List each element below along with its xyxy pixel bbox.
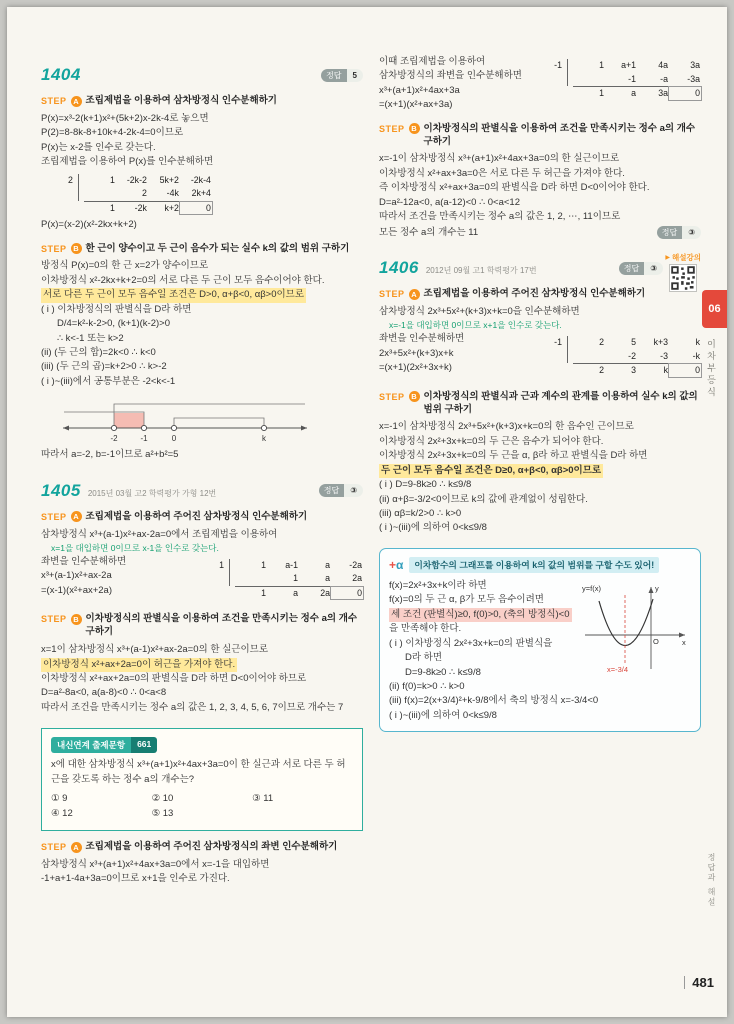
- answer-label: 정답: [321, 69, 346, 82]
- text-line: 이차방정식 x²-2kx+k+2=0의 서로 다른 두 근이 모두 음수이어야 한다.: [41, 274, 325, 286]
- problem-header-1406: [379, 253, 701, 278]
- problem-number: 1404: [41, 65, 81, 84]
- lecture-text: 해설강의: [672, 253, 701, 262]
- chapter-tab: 06: [702, 290, 727, 328]
- division-cell: 2a: [352, 573, 362, 584]
- text-line: 좌변을 인수분해하면: [41, 555, 127, 567]
- division-cell: -2k-4: [190, 174, 211, 185]
- division-cell: k+3: [653, 337, 668, 348]
- division-cell: 2: [142, 188, 147, 199]
- text-line: -1+a+1-4a+3a=0이므로 x+1을 인수로 가진다.: [41, 873, 230, 885]
- answer-value: ③: [682, 226, 701, 239]
- text-line: (iii) (두 근의 곱)=k+2>0 ∴ k>-2: [41, 361, 167, 373]
- factorization-row: [379, 55, 701, 113]
- text-line: ( i )~(iii)에 의하여 0<k≤9/8: [379, 522, 487, 534]
- division-cell: -1: [628, 73, 636, 84]
- division-grid: [573, 59, 701, 100]
- page-number: 481: [684, 976, 714, 989]
- text-line: x=-1이 삼차방정식 2x³+5x²+(k+3)x+k=0의 한 음수인 근이므로: [379, 421, 634, 433]
- division-cell: 1: [110, 202, 115, 213]
- step-letter-icon: A: [71, 842, 82, 853]
- division-cell: [573, 73, 605, 87]
- step-label: STEP: [41, 842, 67, 852]
- text-line: 이차방정식 x²+ax+3a=0은 서로 다른 두 허근을 가져야 한다.: [379, 167, 625, 179]
- problem-source: 2015년 03월 고2 학력평가 가형 12번: [87, 488, 217, 498]
- text-line: ⑤ 13: [151, 807, 174, 819]
- linked-problem-label: 내신연계 출제문항: [51, 737, 131, 753]
- division-cell: 1: [293, 573, 298, 584]
- solution-lines: [389, 680, 691, 723]
- plus-alpha-title: 이차함수의 그래프를 이용하여 k의 값의 범위를 구할 수도 있어!: [409, 557, 659, 573]
- factorization-row: [41, 555, 363, 604]
- plus-alpha-header: [389, 557, 691, 573]
- text-line: 2x³+5x²+(k+3)x+k: [379, 347, 454, 359]
- step-title: 조립제법을 이용하여 삼차방정식 인수분해하기: [85, 95, 277, 106]
- step-title: 이차방정식의 판별식을 이용하여 조건을 만족시키는 정수 a의 개수 구하기: [85, 613, 358, 638]
- solution-lines: [379, 332, 543, 375]
- text-line: =(x+1)(2x²+3x+k): [379, 362, 452, 374]
- step-title: 조립제법을 이용하여 주어진 삼차방정식 인수분해하기: [423, 288, 646, 299]
- division-cell: -a: [660, 73, 668, 84]
- text-line: ② 10: [151, 793, 174, 805]
- factorization-row: [379, 332, 701, 381]
- division-cell: -2: [628, 350, 636, 361]
- step-label: STEP: [41, 243, 67, 254]
- text-line: f(x)=0의 두 근 α, β가 모두 음수이려면: [389, 594, 544, 606]
- text-line: P(x)=x³-2(k+1)x²+(5k+2)x-2k-4로 놓으면: [41, 112, 209, 124]
- right-column: [379, 55, 701, 732]
- division-grid: [573, 336, 701, 377]
- y-axis-label: y: [655, 583, 659, 593]
- plus-alpha-icon: +α: [389, 557, 404, 572]
- division-row: [84, 174, 212, 188]
- step-label: STEP: [379, 289, 405, 299]
- tick-label: k: [262, 434, 266, 444]
- step-label: STEP: [41, 96, 67, 106]
- solution-lines: [41, 218, 363, 232]
- step-title: 조립제법을 이용하여 주어진 삼차방정식의 좌변 인수분해하기: [85, 841, 338, 852]
- solution-lines: [41, 259, 363, 389]
- chapter-side-label: 이차부등식: [706, 339, 716, 399]
- synthetic-division-table: [67, 174, 363, 215]
- division-cell: 5k+2: [159, 174, 179, 185]
- step-b-header: [41, 243, 363, 256]
- step-letter-icon: B: [409, 391, 420, 402]
- division-cell: 5: [631, 337, 636, 348]
- division-row: [573, 86, 701, 100]
- text-line: =(x-1)(x²+ax+2a): [41, 584, 113, 596]
- step-letter-icon: B: [71, 243, 82, 254]
- text-line: =(x+1)(x²+ax+3a): [379, 99, 453, 111]
- division-cell: a: [631, 88, 636, 98]
- step-letter-icon: B: [71, 614, 82, 625]
- text-line: 따라서 조건을 만족시키는 정수 a의 값은 1, 2, ⋯, 11이므로: [379, 211, 621, 223]
- linked-problem-box: [41, 728, 363, 831]
- step-label: STEP: [41, 511, 67, 522]
- step-b-header: [41, 613, 363, 639]
- division-cell: 1: [599, 88, 604, 98]
- division-cell: -3a: [687, 73, 700, 84]
- curve-label: y=f(x): [582, 583, 601, 593]
- solution-lines: [379, 305, 701, 332]
- text-line: x=-1을 대입하면 0이므로 x+1을 인수로 갖는다.: [389, 320, 562, 331]
- division-cell: 3a: [658, 88, 668, 98]
- problem-header-1404: [41, 65, 363, 85]
- text-line: 이차방정식 2x²+3x+k=0의 두 근을 α, β라 하고 판별식을 D라 하면: [379, 450, 648, 462]
- division-cell: 2a: [320, 587, 330, 598]
- text-line: D라 하면: [405, 652, 443, 664]
- division-cell: 1: [261, 559, 266, 570]
- answer-value: ③: [644, 262, 663, 275]
- text-line: ( i ) 이차방정식 2x²+3x+k=0의 판별식을: [389, 637, 553, 649]
- text-line: 삼차방정식 2x³+5x²+(k+3)x+k=0을 인수분해하면: [379, 305, 580, 317]
- step-a-header: [41, 841, 363, 854]
- problem-number: 1406: [379, 258, 419, 277]
- division-cell: -3: [660, 350, 668, 361]
- number-line-diagram: [59, 392, 311, 446]
- text-line: 즉 이차방정식 x²+ax+3a=0의 판별식을 D라 하면 D<0이어야 한다.: [379, 182, 650, 194]
- step-letter-icon: A: [71, 96, 82, 107]
- division-cell: 1: [110, 174, 115, 185]
- solution-lines: [41, 555, 208, 598]
- step-label: STEP: [41, 614, 67, 625]
- division-grid: [84, 174, 212, 215]
- tick-label: 0: [171, 434, 177, 444]
- answer-badge: [321, 69, 363, 82]
- text-line: (ii) (두 근의 합)=2k<0 ∴ k<0: [41, 346, 156, 358]
- text-line: (ii) α+β=-3/2<0이므로 k의 값에 관계없이 성립한다.: [379, 493, 588, 505]
- linked-problem-question: x에 대한 삼차방정식 x³+(a+1)x²+4ax+3a=0이 한 실근과 서로 다른 두 허근을 갖도록 하는 정수 a의 개수는?: [51, 759, 346, 785]
- division-cell: 1: [261, 587, 266, 598]
- division-cell: -2k-2: [126, 174, 147, 185]
- left-column: [41, 55, 363, 887]
- problem-source: 2012년 09월 고1 학력평가 17번: [425, 266, 537, 275]
- text-line: P(x)=(x-2)(x²-2kx+k+2): [41, 219, 137, 231]
- text-line: x=1을 대입하면 0이므로 x-1을 인수로 갖는다.: [51, 542, 219, 553]
- play-icon: ▶: [665, 255, 671, 261]
- lecture-block: [665, 252, 701, 292]
- division-cell: 2: [599, 365, 604, 376]
- division-cell: k: [695, 337, 700, 348]
- linked-problem-tag: [51, 737, 157, 753]
- divisor-cell: -1: [553, 336, 568, 363]
- division-cell: k: [663, 365, 668, 376]
- division-cell: -2a: [349, 559, 362, 570]
- conclusion-line: 모든 정수 a의 개수는 11: [379, 226, 479, 238]
- text-line: 이때 조립제법을 이용하여: [379, 56, 486, 67]
- conclusion-row: [379, 226, 701, 240]
- division-cell: 3a: [690, 60, 700, 70]
- divisor-cell: 1: [218, 559, 230, 586]
- text-line: x=1이 삼차방정식 x³+(a-1)x²+ax-2a=0의 한 실근이므로: [41, 644, 269, 656]
- text-line: (ii) f(0)=k>0 ∴ k>0: [389, 680, 465, 692]
- step-b-header: [379, 123, 701, 149]
- text-line: ( i ) 이차방정식의 판별식을 D라 하면: [41, 303, 192, 315]
- division-cell: 2: [599, 337, 604, 348]
- step-letter-icon: A: [71, 511, 82, 522]
- solution-lines: [41, 112, 363, 170]
- text-line: f(x)=2x²+3x+k이라 하면: [389, 579, 487, 591]
- division-cell: 0: [331, 587, 363, 600]
- text-line: (iii) f(x)=2(x+3/4)²+k-9/8에서 축의 방정식 x=-3/4<0: [389, 695, 599, 707]
- step-a-header: [41, 511, 363, 524]
- solution-lines: [41, 448, 363, 462]
- division-cell: a: [325, 573, 330, 584]
- division-cell: [84, 187, 116, 201]
- synthetic-division-table: [218, 559, 363, 600]
- division-cell: 0: [180, 202, 212, 215]
- text-line: ( i )~(iii)에 의하여 0<k≤9/8: [389, 709, 497, 721]
- text-line: D/4=k²-k-2>0, (k+1)(k-2)>0: [57, 318, 170, 330]
- text-line: 을 만족해야 한다.: [389, 623, 462, 635]
- divisor-cell: -1: [553, 59, 568, 86]
- text-line: x³+(a+1)x²+4ax+3a: [379, 84, 460, 96]
- division-cell: -k: [692, 350, 700, 361]
- text-line: ③ 11: [252, 793, 274, 805]
- division-row: [235, 572, 363, 586]
- text-line: 방정식 P(x)=0의 한 근 x=2가 양수이므로: [41, 260, 209, 272]
- solution-lines: [41, 528, 363, 555]
- division-cell: -4k: [166, 188, 179, 199]
- text-line: D=a²-12a<0, a(a-12)<0 ∴ 0<a<12: [379, 196, 520, 208]
- text-line: 삼차방정식 x³+(a+1)x²+4ax+3a=0에서 x=-1을 대입하면: [41, 858, 270, 870]
- division-row: [573, 336, 701, 350]
- problem-header-1405: [41, 481, 363, 501]
- division-row: [235, 586, 363, 600]
- step-a-header: [379, 288, 701, 301]
- step-title: 한 근이 양수이고 두 근이 음수가 되는 실수 k의 값의 범위 구하기: [85, 242, 350, 254]
- division-cell: [573, 350, 605, 364]
- division-cell: a-1: [285, 559, 298, 570]
- answer-badge: [657, 226, 701, 239]
- solution-lines: [41, 643, 363, 715]
- division-cell: 2k+4: [191, 188, 211, 199]
- step-letter-icon: B: [409, 123, 420, 134]
- problem-number: 1405: [41, 480, 81, 500]
- step-title: 이차방정식의 판별식과 근과 계수의 관계를 이용하여 실수 k의 값의 범위 구하기: [423, 390, 698, 415]
- text-line: 좌변을 인수분해하면: [379, 333, 465, 345]
- division-row: [235, 559, 363, 573]
- step-label: STEP: [379, 391, 405, 402]
- answer-value: 5: [347, 69, 363, 82]
- text-line: x³+(a-1)x²+ax-2a: [41, 570, 112, 582]
- text-line: 이차방정식 x²+ax+2a=0이 허근을 가져야 한다.: [41, 658, 237, 672]
- answer-badge: [319, 484, 363, 497]
- qr-code: [669, 264, 697, 292]
- solution-lines: [379, 55, 543, 113]
- text-line: 서로 다른 두 근이 모두 음수일 조건은 D>0, α+β<0, αβ>0이므로: [41, 288, 306, 302]
- division-cell: a: [325, 559, 330, 570]
- division-cell: -2k: [134, 202, 147, 213]
- answer-label: 정답: [619, 262, 644, 275]
- solution-lines: [379, 420, 701, 536]
- division-row: [573, 59, 701, 73]
- text-line: D=9-8k≥0 ∴ k≤9/8: [405, 666, 481, 678]
- division-row: [84, 187, 212, 201]
- axis-equation-label: x=-3/4: [607, 664, 629, 674]
- division-row: [573, 363, 701, 377]
- text-line: 삼차방정식의 좌변을 인수분해하면: [379, 70, 522, 82]
- division-cell: k+2: [164, 202, 179, 213]
- text-line: ∴ k<-1 또는 k>2: [57, 332, 124, 344]
- step-title: 이차방정식의 판별식을 이용하여 조건을 만족시키는 정수 a의 개수 구하기: [423, 122, 696, 147]
- solution-lines: [379, 152, 701, 224]
- step-b-header: [379, 391, 701, 417]
- lecture-label: [665, 252, 701, 263]
- text-line: ( i ) D=9-8k≥0 ∴ k≤9/8: [379, 479, 472, 491]
- text-line: D=a²-8a<0, a(a-8)<0 ∴ 0<a<8: [41, 687, 167, 699]
- step-a-header: [41, 95, 363, 108]
- linked-problem-number: 661: [131, 737, 157, 753]
- division-cell: a+1: [621, 60, 636, 70]
- synthetic-division-table: [553, 336, 701, 377]
- section-side-label: 정답과 해설: [707, 852, 716, 907]
- answer-badge: [619, 262, 663, 275]
- book-page: [7, 7, 727, 1017]
- text-line: ① 9: [51, 793, 68, 805]
- text-line: 이차방정식 x²+ax+2a=0의 판별식을 D라 하면 D<0이어야 하므로: [41, 672, 307, 684]
- solution-lines: [41, 858, 363, 887]
- division-cell: a: [293, 587, 298, 598]
- step-title: 조립제법을 이용하여 주어진 삼차방정식 인수분해하기: [85, 510, 308, 522]
- step-label: STEP: [379, 123, 405, 134]
- answer-options: [51, 792, 353, 821]
- solution-lines: [389, 579, 575, 680]
- origin-label: O: [653, 636, 659, 646]
- answer-label: 정답: [657, 226, 682, 239]
- tick-label: -2: [110, 434, 118, 444]
- division-row: [573, 350, 701, 364]
- division-cell: 1: [599, 60, 604, 70]
- text-line: 이차방정식 2x²+3x+k=0의 두 근은 음수가 되어야 한다.: [379, 435, 604, 447]
- text-line: 조립제법을 이용하여 P(x)를 인수분해하면: [41, 156, 214, 168]
- divisor-cell: 2: [67, 174, 79, 201]
- parabola-graph: [579, 579, 691, 675]
- tip-content-row: [389, 579, 691, 680]
- division-cell: 4a: [658, 60, 668, 70]
- text-line: ④ 12: [51, 807, 73, 819]
- text-line: P(2)=8-8k-8+10k+4-2k-4=0이므로: [41, 127, 184, 139]
- step-letter-icon: A: [409, 289, 420, 300]
- plus-alpha-box: [379, 548, 701, 732]
- text-line: 따라서 조건을 만족시키는 정수 a의 값은 1, 2, 3, 4, 5, 6, 7이므로 개수는 7: [41, 701, 344, 713]
- text-line: 따라서 a=-2, b=-1이므로 a²+b²=5: [41, 449, 179, 461]
- division-row: [84, 201, 212, 215]
- division-cell: [235, 572, 267, 586]
- text-line: x=-1이 삼차방정식 x³+(a+1)x²+4ax+3a=0의 한 실근이므로: [379, 153, 620, 165]
- division-row: [573, 73, 701, 87]
- text-line: 세 조건 (판별식)≥0, f(0)>0, (축의 방정식)<0: [389, 608, 572, 622]
- tick-label: -1: [140, 434, 148, 444]
- synthetic-division-table: [553, 59, 701, 100]
- answer-value: ③: [344, 484, 363, 497]
- text-line: 삼차방정식 x³+(a-1)x²+ax-2a=0에서 조립제법을 이용하여: [41, 528, 278, 540]
- division-cell: 0: [669, 87, 701, 100]
- text-line: ( i )~(iii)에서 공통부분은 -2<k<-1: [41, 375, 176, 387]
- division-grid: [235, 559, 363, 600]
- text-line: 두 근이 모두 음수일 조건은 D≥0, α+β<0, αβ>0이므로: [379, 464, 603, 478]
- answer-label: 정답: [319, 484, 344, 497]
- division-cell: 0: [669, 364, 701, 377]
- text-line: (iii) αβ=k/2>0 ∴ k>0: [379, 508, 462, 519]
- division-cell: 3: [631, 365, 636, 376]
- text-line: P(x)는 x-2를 인수로 갖는다.: [41, 141, 156, 153]
- x-axis-label: x: [682, 637, 686, 647]
